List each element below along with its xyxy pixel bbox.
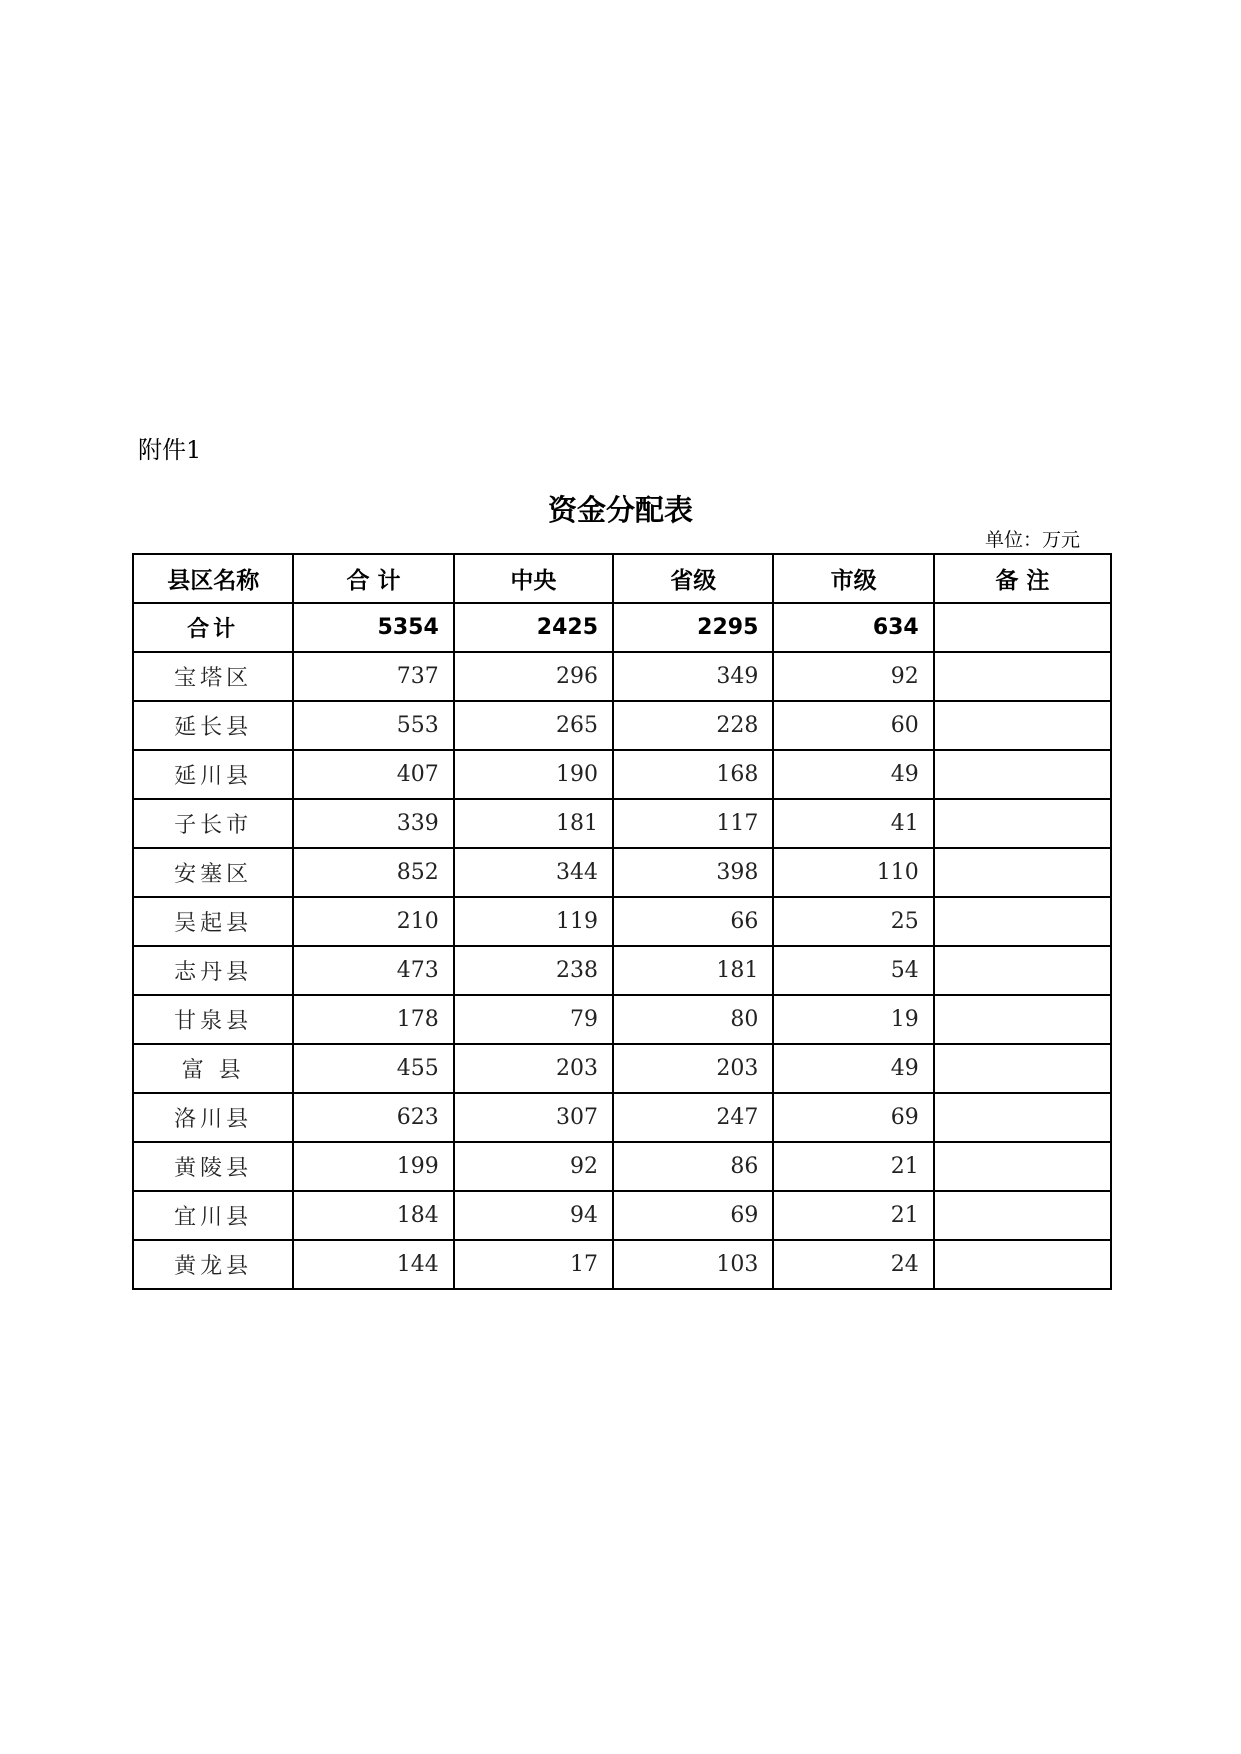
table-row <box>133 1142 1111 1191</box>
header-central: 中央 <box>454 554 613 603</box>
header-municipal: 市级 <box>773 554 933 603</box>
table-row <box>133 652 1111 701</box>
municipal-cell: 49 <box>773 1044 933 1093</box>
county-name-cell: 洛川县 <box>133 1093 293 1142</box>
county-name-cell: 宜川县 <box>133 1191 293 1240</box>
total-cell: 623 <box>293 1093 453 1142</box>
municipal-cell: 54 <box>773 946 933 995</box>
unit-label: 单位：万元 <box>984 529 1080 551</box>
provincial-cell: 203 <box>613 1044 773 1093</box>
central-cell: 92 <box>454 1142 613 1191</box>
table-row <box>133 799 1111 848</box>
provincial-cell: 86 <box>613 1142 773 1191</box>
table-row <box>133 1191 1111 1240</box>
county-name-cell: 安塞区 <box>133 848 293 897</box>
county-name-cell: 黄陵县 <box>133 1142 293 1191</box>
municipal-cell: 21 <box>773 1191 933 1240</box>
municipal-cell: 41 <box>773 799 933 848</box>
municipal-cell: 110 <box>773 848 933 897</box>
note-cell <box>934 1093 1111 1142</box>
provincial-cell: 168 <box>613 750 773 799</box>
total-cell: 737 <box>293 652 453 701</box>
county-name-cell: 黄龙县 <box>133 1240 293 1289</box>
total-name-cell: 合计 <box>133 603 293 652</box>
county-name-cell: 甘泉县 <box>133 995 293 1044</box>
county-name-cell: 延川县 <box>133 750 293 799</box>
county-name-cell: 富 县 <box>133 1044 293 1093</box>
central-cell: 94 <box>454 1191 613 1240</box>
table-header-row <box>133 554 1111 603</box>
table-row <box>133 701 1111 750</box>
note-cell <box>934 652 1111 701</box>
central-cell: 181 <box>454 799 613 848</box>
municipal-cell: 69 <box>773 1093 933 1142</box>
county-name-cell: 吴起县 <box>133 897 293 946</box>
table-row <box>133 848 1111 897</box>
county-name-cell: 宝塔区 <box>133 652 293 701</box>
table-row <box>133 1044 1111 1093</box>
table-row <box>133 995 1111 1044</box>
header-total: 合 计 <box>293 554 453 603</box>
allocation-table <box>132 553 1112 1290</box>
provincial-cell: 349 <box>613 652 773 701</box>
central-cell: 344 <box>454 848 613 897</box>
total-cell: 473 <box>293 946 453 995</box>
total-cell: 178 <box>293 995 453 1044</box>
total-cell: 852 <box>293 848 453 897</box>
central-cell: 265 <box>454 701 613 750</box>
provincial-cell: 247 <box>613 1093 773 1142</box>
provincial-cell: 228 <box>613 701 773 750</box>
provincial-cell: 69 <box>613 1191 773 1240</box>
municipal-cell: 25 <box>773 897 933 946</box>
header-note: 备 注 <box>934 554 1111 603</box>
header-county-name: 县区名称 <box>133 554 293 603</box>
total-cell: 184 <box>293 1191 453 1240</box>
county-name-cell: 延长县 <box>133 701 293 750</box>
central-cell: 296 <box>454 652 613 701</box>
total-provincial-cell: 2295 <box>613 603 773 652</box>
note-cell <box>934 701 1111 750</box>
municipal-cell: 60 <box>773 701 933 750</box>
central-cell: 307 <box>454 1093 613 1142</box>
note-cell <box>934 1240 1111 1289</box>
total-cell: 455 <box>293 1044 453 1093</box>
provincial-cell: 181 <box>613 946 773 995</box>
table-total-row <box>133 603 1111 652</box>
provincial-cell: 117 <box>613 799 773 848</box>
note-cell <box>934 1191 1111 1240</box>
provincial-cell: 103 <box>613 1240 773 1289</box>
table-body <box>133 652 1111 1289</box>
table-row <box>133 946 1111 995</box>
provincial-cell: 398 <box>613 848 773 897</box>
total-cell: 199 <box>293 1142 453 1191</box>
note-cell <box>934 1142 1111 1191</box>
county-name-cell: 志丹县 <box>133 946 293 995</box>
central-cell: 119 <box>454 897 613 946</box>
central-cell: 190 <box>454 750 613 799</box>
county-name-cell: 子长市 <box>133 799 293 848</box>
note-cell <box>934 897 1111 946</box>
total-central-cell: 2425 <box>454 603 613 652</box>
header-provincial: 省级 <box>613 554 773 603</box>
total-cell: 144 <box>293 1240 453 1289</box>
total-note-cell <box>934 603 1111 652</box>
note-cell <box>934 995 1111 1044</box>
total-cell: 210 <box>293 897 453 946</box>
note-cell <box>934 1044 1111 1093</box>
central-cell: 203 <box>454 1044 613 1093</box>
total-cell: 407 <box>293 750 453 799</box>
note-cell <box>934 946 1111 995</box>
table-row <box>133 750 1111 799</box>
municipal-cell: 49 <box>773 750 933 799</box>
municipal-cell: 92 <box>773 652 933 701</box>
total-municipal-cell: 634 <box>773 603 933 652</box>
provincial-cell: 66 <box>613 897 773 946</box>
table-row <box>133 1093 1111 1142</box>
document-title: 资金分配表 <box>547 493 693 527</box>
municipal-cell: 19 <box>773 995 933 1044</box>
municipal-cell: 24 <box>773 1240 933 1289</box>
table-row <box>133 1240 1111 1289</box>
note-cell <box>934 750 1111 799</box>
total-cell: 339 <box>293 799 453 848</box>
total-sum-cell: 5354 <box>293 603 453 652</box>
central-cell: 238 <box>454 946 613 995</box>
central-cell: 17 <box>454 1240 613 1289</box>
municipal-cell: 21 <box>773 1142 933 1191</box>
attachment-label: 附件1 <box>138 436 202 464</box>
note-cell <box>934 848 1111 897</box>
note-cell <box>934 799 1111 848</box>
central-cell: 79 <box>454 995 613 1044</box>
provincial-cell: 80 <box>613 995 773 1044</box>
table-row <box>133 897 1111 946</box>
total-cell: 553 <box>293 701 453 750</box>
